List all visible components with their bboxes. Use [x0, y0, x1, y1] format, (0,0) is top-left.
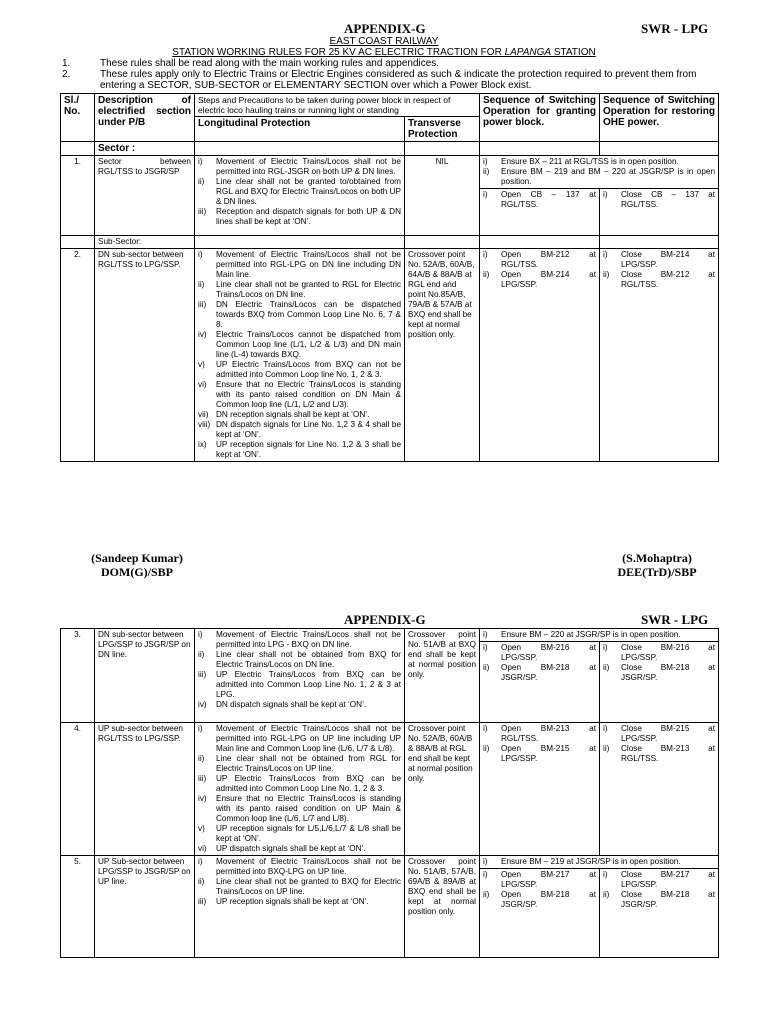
row-longitudinal: i) Movement of Electric Trains/Locos shall not be permitted into LPG - BXQ on DN line. ii) Line clear shall not be obtained from BXQ for Electric Trains/Locos on DN line. iii) UP Electric Trains/Locos from BXQ can be admitted into Common Loop Line No. 1, 2 & 3 at LPG. iv) DN dispatch signals shall be kept at ‘ON’.	[195, 629, 405, 723]
row-transverse: Crossover point No. 51A/B, 57A/B, 69A/B & 89A/B at BXQ end shall be kept at normal position only.	[405, 856, 480, 958]
row-restore: i) Close BM-216 at LPG/SSP. ii) Close BM-218 at JSGR/SP.	[600, 642, 719, 723]
row-grant: i) Open BM-213 at RGL/TSS. ii) Open BM-215 at LPG/SSP.	[480, 723, 600, 856]
row-longitudinal: i) Movement of Electric Trains/Locos shall not be permitted into RGL-JSGR on both UP & DN lines. ii) Line clear shall not be granted to/obtained from RGL and BXQ for Electric Trains/Locos on both UP & DN lines. iii) Reception and dispatch signals for both UP & DN lines shall be kept at ‘ON’.	[195, 156, 405, 236]
working-rules-table-page-2	[60, 628, 719, 958]
row-description: UP sub-sector between RGL/TSS to LPG/SSP.	[95, 723, 195, 856]
header-restore-sequence: Sequence of Switching Operation for restoring OHE power.	[600, 94, 719, 142]
row-transverse: Crossover point No. 51A/B at BXQ end shall be kept at normal position only.	[405, 629, 480, 723]
row-grant-precondition: i) Ensure BM – 219 at JSGR/SP is in open position.	[480, 856, 719, 869]
table-row	[61, 629, 719, 642]
header-steps: Steps and Precautions to be taken during power block in respect of electric loco hauling trains or running light or standing	[195, 94, 480, 117]
row-description: DN sub-sector between LPG/SSP to JSGR/SP on DN line.	[95, 629, 195, 723]
row-longitudinal: i) Movement of Electric Trains/Locos shall not be permitted into BXQ-LPG on UP line. ii) Line clear shall not be granted to BXQ for Electric Trains/Locos on UP line. iii) UP reception signals shall be kept at ‘ON’.	[195, 856, 405, 958]
table-row	[61, 856, 719, 869]
row-grant: i) Open BM-217 at LPG/SSP. ii) Open BM-218 at JSGR/SP.	[480, 869, 600, 958]
row-grant: i) Open CB – 137 at RGL/TSS.	[480, 189, 600, 236]
document-code-page-2: SWR - LPG	[641, 612, 709, 627]
header-grant-sequence: Sequence of Switching Operation for granting power block.	[480, 94, 600, 142]
signature-right: (S.Mohaptra) DEE(TrD)/SBP	[617, 551, 697, 579]
row-grant-precondition: i) Ensure BX – 211 at RGL/TSS is in open position. ii) Ensure BM – 219 and BM – 220 at JSGR/SP is in open position.	[480, 156, 719, 189]
row-restore: i) Close CB – 137 at RGL/TSS.	[600, 189, 719, 236]
header-longitudinal: Longitudinal Protection	[195, 117, 405, 142]
row-description: DN sub-sector between RGL/TSS to LPG/SSP.	[95, 249, 195, 462]
row-sl-no: 1.	[61, 156, 95, 236]
document-code: SWR - LPG	[641, 21, 709, 36]
row-grant-precondition: i) Ensure BM – 220 at JSGR/SP is in open position.	[480, 629, 719, 642]
sector-label: Sector :	[95, 142, 195, 156]
table-row	[61, 156, 719, 189]
row-transverse: Crossover point No. 52A/B, 60A/B & 88A/B at RGL end shall be kept at normal position only.	[405, 723, 480, 856]
subsector-label-row	[61, 236, 719, 249]
row-sl-no: 2.	[61, 249, 95, 462]
signature-left: (Sandeep Kumar) DOM(G)/SBP	[91, 551, 183, 579]
rule-1: 1. These rules shall be read along with the main working rules and appendices.	[62, 58, 440, 69]
row-longitudinal: i) Movement of Electric Trains/Locos shall not be permitted into RGL-LPG on UP line including UP Main line and Common Loop line (L/6, L/7 & L/8). ii) Line clear shall not be obtained from RGL for Electric Trains/Locos on UP line. iii) UP Electric Trains/Locos from BXQ can be admitted into Common Loop Line No. 1, 2 & 3. iv) Ensure that no Electric Trains/Locos is standing with its panto raised condition on UP Main & Common loop line (L/6, L/7 and L/8). v) UP reception signals for L/5,L/6,L/7 & L/8 shall be kept at ‘ON’. vi) UP dispatch signals shall be kept at ‘ON’.	[195, 723, 405, 856]
row-sl-no: 4.	[61, 723, 95, 856]
header-transverse: Transverse Protection	[405, 117, 480, 142]
row-grant: i) Open BM-212 at RGL/TSS. ii) Open BM-214 at LPG/SSP.	[480, 249, 600, 462]
subsector-label: Sub-Sector:	[95, 236, 195, 249]
row-restore: i) Close BM-217 at LPG/SSP. ii) Close BM-218 at JSGR/SP.	[600, 869, 719, 958]
appendix-title-page-2: APPENDIX-G	[344, 612, 426, 627]
row-description: UP Sub-sector between LPG/SSP to JSGR/SP on UP line.	[95, 856, 195, 958]
row-longitudinal: i) Movement of Electric Trains/Locos shall not be permitted into RGL-LPG on DN line including DN Main line. ii) Line clear shall not be granted to RGL for Electric Trains/Locos on DN line. iii) DN Electric Trains/Locos can be dispatched towards BXQ from Common Loop Line No. 6, 7 & 8. iv) Electric Trains/Locos cannot be dispatched from Common Loop line (L/1, L/2 & L/3) and DN main line (L-4) towards BXQ. v) UP Electric Trains/Locos from BXQ can not be admitted into Common Loop line No. 1, 2 & 3. vi) Ensure that no Electric Trains/Locos is standing with its panto raised condition on DN Main & Common loop line (L/1, L/2 and L/3). vii) DN reception signals shall be kept at ‘ON’. viii) DN dispatch signals for Line No. 1,2 3 & 4 shall be kept at ‘ON’. ix) UP reception signals for Line No. 1,2 & 3 shall be kept at ‘ON’.	[195, 249, 405, 462]
row-sl-no: 3.	[61, 629, 95, 723]
header-sl-no: Sl./ No.	[61, 94, 95, 142]
railway-name: EAST COAST RAILWAY	[329, 36, 439, 47]
table-row	[61, 249, 719, 462]
working-rules-table	[60, 93, 719, 462]
row-transverse: Crossover point No. 52A/B, 60A/B, 64A/B & 88A/B at RGL end and point No.85A/B, 79A/B & 57A/B at BXQ end shall be kept at normal position only.	[405, 249, 480, 462]
row-grant: i) Open BM-216 at LPG/SSP. ii) Open BM-218 at JSGR/SP.	[480, 642, 600, 723]
sector-label-row	[61, 142, 719, 156]
table-row	[61, 723, 719, 856]
row-restore: i) Close BM-214 at LPG/SSP. ii) Close BM-212 at RGL/TSS.	[600, 249, 719, 462]
rule-2: 2. These rules apply only to Electric Trains or Electric Engines considered as such & indicate the protection required to prevent them from entering a SECTOR, SUB-SECTOR or ELEMENTARY SECTION over which a Power Block exist.	[62, 69, 697, 91]
row-description: Sector between RGL/TSS to JSGR/SP	[95, 156, 195, 236]
station-rules-title: STATION WORKING RULES FOR 25 KV AC ELECTRIC TRACTION FOR LAPANGA STATION	[172, 47, 596, 58]
table-header-row	[61, 94, 719, 117]
appendix-title: APPENDIX-G	[344, 21, 426, 36]
row-sl-no: 5.	[61, 856, 95, 958]
row-restore: i) Close BM-215 at LPG/SSP. ii) Close BM-213 at RGL/TSS.	[600, 723, 719, 856]
header-description: Description of electrified section under P/B	[95, 94, 195, 142]
row-transverse: NIL	[405, 156, 480, 236]
